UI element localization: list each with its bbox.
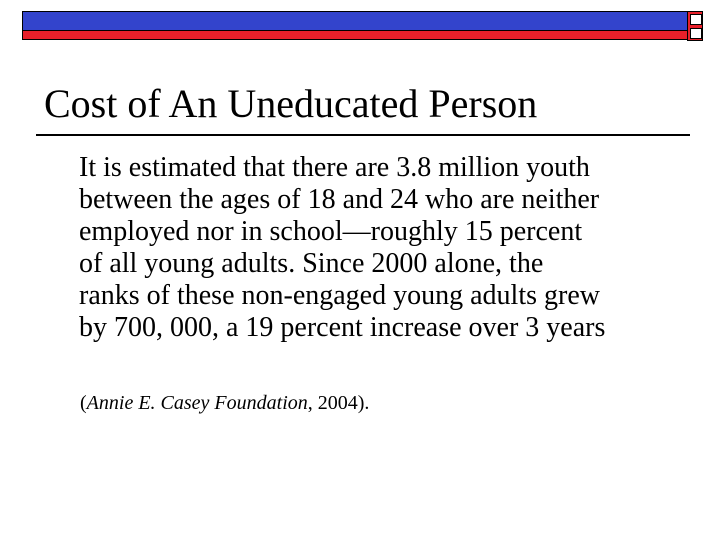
- body-line-3: employed nor in school—roughly 15 percent: [79, 216, 583, 247]
- body-line-1: It is estimated that there are 3.8 million youth: [79, 152, 590, 183]
- body-line-4: of all young adults. Since 2000 alone, the: [79, 248, 544, 279]
- header-red-bar: [22, 30, 688, 40]
- citation: [80, 391, 369, 415]
- citation-open: (: [80, 392, 87, 414]
- title-divider: [36, 134, 690, 136]
- header-blue-bar: [22, 11, 688, 31]
- citation-source: Annie E. Casey Foundation: [86, 392, 308, 414]
- body-line-5: ranks of these non-engaged young adults grew: [79, 280, 600, 311]
- slide-title: Cost of An Uneducated Person: [44, 81, 538, 126]
- header-corner-squares: [687, 11, 703, 41]
- body-line-6: by 700, 000, a 19 percent increase over 3 years: [79, 312, 606, 343]
- body-line-2: between the ages of 18 and 24 who are neither: [79, 184, 600, 215]
- citation-rest: , 2004).: [307, 392, 370, 414]
- slide-body: [79, 152, 699, 344]
